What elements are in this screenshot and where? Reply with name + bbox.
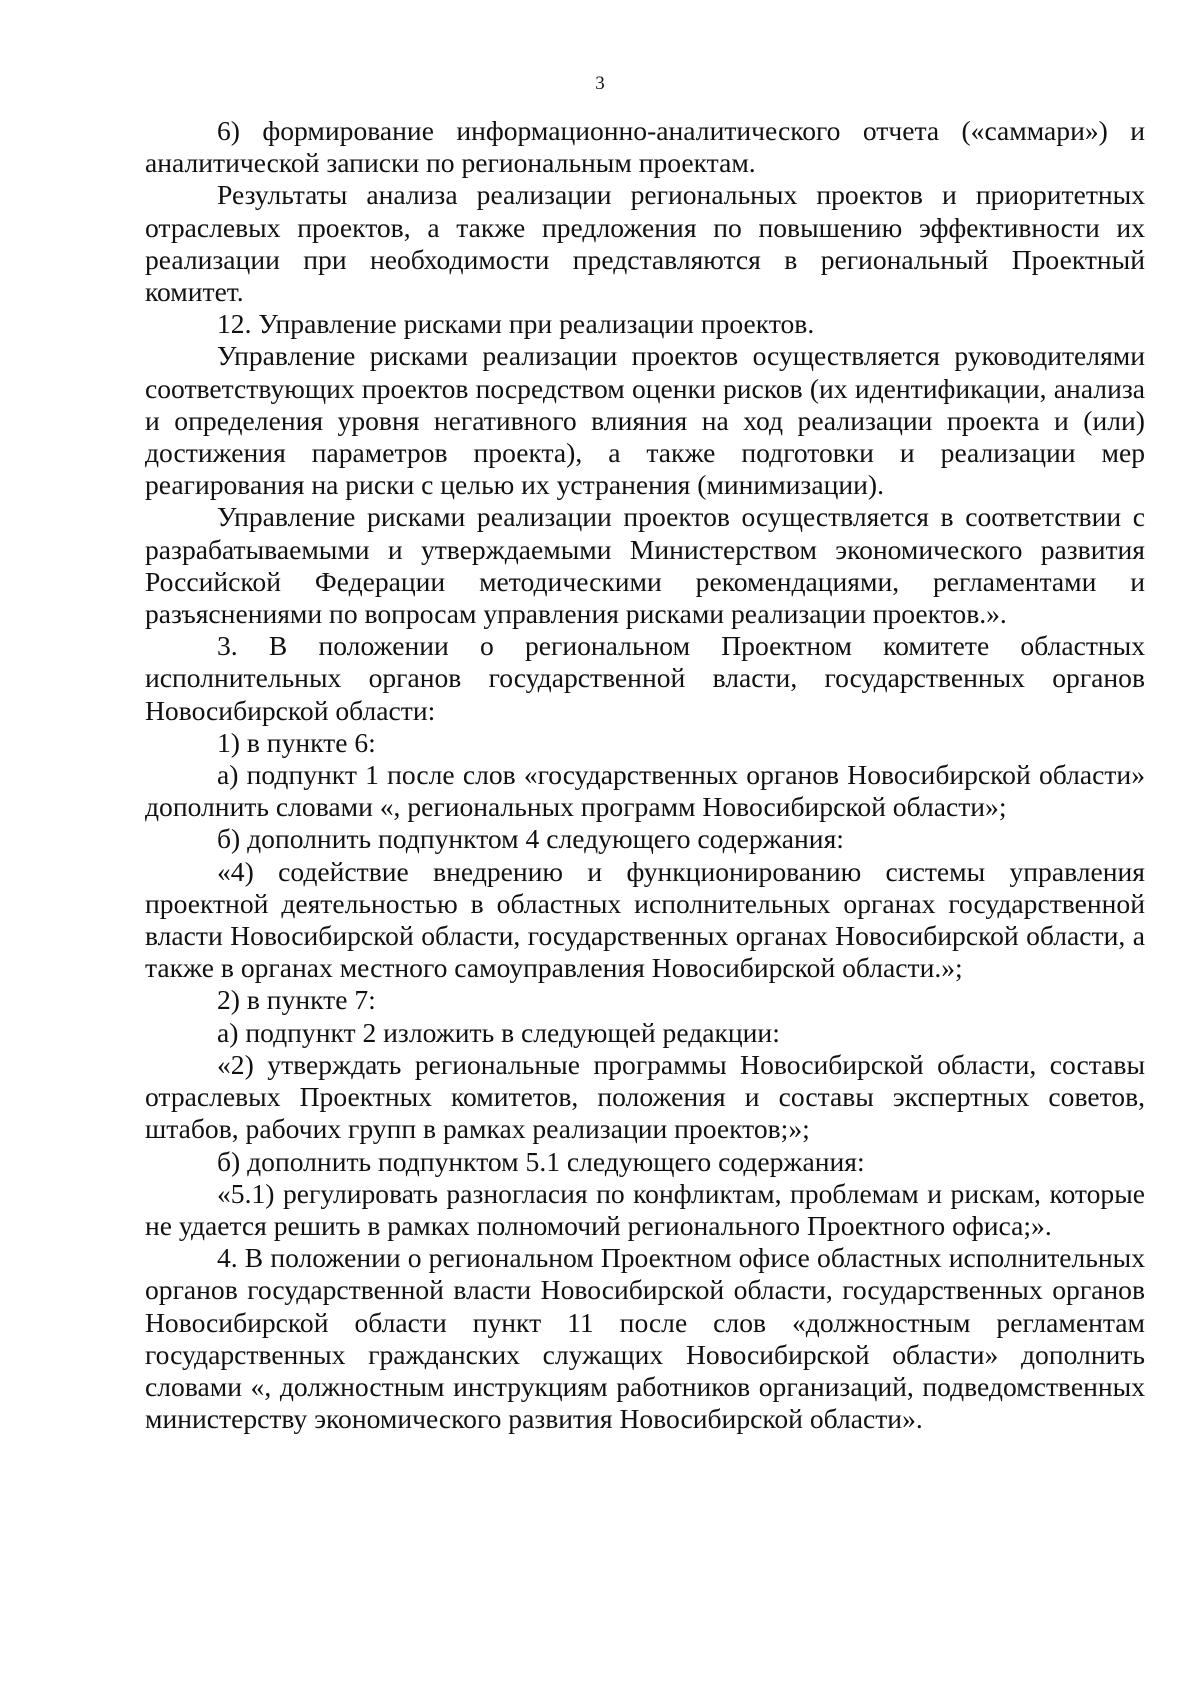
paragraph-item-6: 6) формирование информационно-аналитического отчета («саммари») и аналитической записки по региональным проектам. <box>145 115 1145 179</box>
paragraph-subitem-2-text: «2) утверждать региональные программы Новосибирской области, составы отраслевых Проектных комитетов, положения и составы экспертных советов, штабов, рабочих групп в рамках реализации проектов;»; <box>145 1048 1145 1145</box>
paragraph-subitem-4-text: «4) содействие внедрению и функционированию системы управления проектной деятельностью в областных исполнительных органах государственной власти Новосибирской области, государственных органах Новосибирской области, а также в органах местного самоуправления Новосибирской области.»; <box>145 855 1145 984</box>
document-body <box>145 115 1145 1435</box>
paragraph-section-4: 4. В положении о региональном Проектном офисе областных исполнительных органов государственной власти Новосибирской области, государственных органов Новосибирской области пункт 11 после слов «должностным регламентам государственных гражданских служащих Новосибирской области» дополнить словами «, должностным инструкциям работников организаций, подведомственных министерству экономического развития Новосибирской области». <box>145 1242 1145 1435</box>
paragraph-subitem-a-point-6: а) подпункт 1 после слов «государственных органов Новосибирской области» дополнить словами «, региональных программ Новосибирской области»; <box>145 759 1145 823</box>
paragraph-subitem-b-point-6: б) дополнить подпунктом 4 следующего содержания: <box>217 823 844 855</box>
page-number: 3 <box>595 73 605 94</box>
paragraph-item-12-heading: 12. Управление рисками при реализации проектов. <box>217 308 815 340</box>
paragraph-subitem-5-1-text: «5.1) регулировать разногласия по конфликтам, проблемам и рискам, которые не удается решить в рамках полномочий регионального Проектного офиса;». <box>145 1177 1145 1241</box>
paragraph-point-6: 1) в пункте 6: <box>217 726 376 758</box>
paragraph-risk-management: Управление рисками реализации проектов осуществляется руководителями соответствующих проектов посредством оценки рисков (их идентификации, анализа и определения уровня негативного влияния на ход реализации проекта и (или) достижения параметров проекта), а также подготовки и реализации мер реагирования на риски с целью их устранения (минимизации). <box>145 340 1145 501</box>
paragraph-point-7: 2) в пункте 7: <box>217 984 376 1016</box>
paragraph-subitem-a-point-7: а) подпункт 2 изложить в следующей редакции: <box>217 1016 780 1048</box>
paragraph-subitem-b-point-7: б) дополнить подпунктом 5.1 следующего содержания: <box>217 1145 865 1177</box>
paragraph-section-3: 3. В положении о региональном Проектном комитете областных исполнительных органов государственной власти, государственных органов Новосибирской области: <box>145 630 1145 726</box>
paragraph-analysis-results: Результаты анализа реализации региональных проектов и приоритетных отраслевых проектов, а также предложения по повышению эффективности их реализации при необходимости представляются в региональный Проектный комитет. <box>145 179 1145 308</box>
paragraph-risk-management-compliance: Управление рисками реализации проектов осуществляется в соответствии с разрабатываемыми и утверждаемыми Министерством экономического развития Российской Федерации методическими рекомендациями, регламентами и разъяснениями по вопросам управления рисками реализации проектов.». <box>145 501 1145 630</box>
